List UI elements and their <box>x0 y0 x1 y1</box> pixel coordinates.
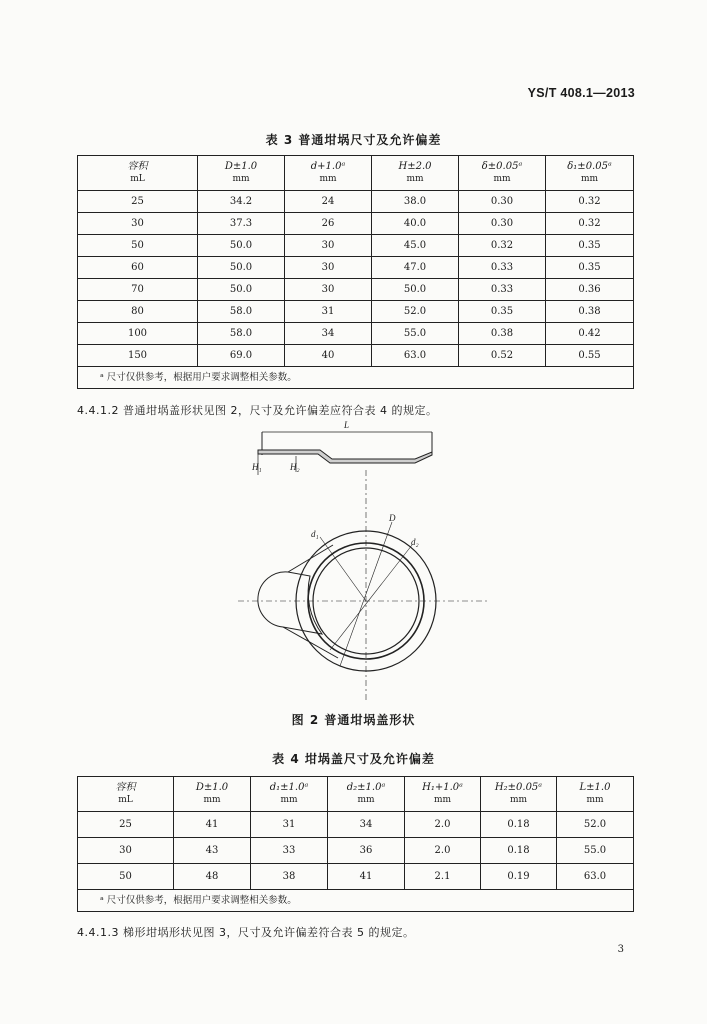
table-row <box>78 838 634 864</box>
table4-header-cell: H₁+1.0ᵃ mm <box>405 777 481 812</box>
table4-header-cell: d₁±1.0ᵃ mm <box>251 777 328 812</box>
label-H1: H₁ <box>252 462 262 472</box>
table-cell: 0.30 <box>459 191 546 213</box>
table-cell: 31 <box>285 301 372 323</box>
page-number: 3 <box>617 944 624 955</box>
table-cell: 36 <box>328 838 405 864</box>
table-cell: 70 <box>78 279 198 301</box>
table-row <box>78 864 634 890</box>
figure2-caption: 图 2 普通坩埚盖形状 <box>291 713 416 727</box>
table-cell: 24 <box>285 191 372 213</box>
table-cell: 80 <box>78 301 198 323</box>
table4-footnote: ᵃ 尺寸仅供参考，根据用户要求调整相关参数。 <box>78 890 634 912</box>
table4-header-cell: d₂±1.0ᵃ mm <box>328 777 405 812</box>
table-cell: 40.0 <box>372 213 459 235</box>
standard-code: YS/T 408.1—2013 <box>527 86 635 100</box>
table-cell: 48 <box>174 864 251 890</box>
label-D: D <box>389 513 396 523</box>
table-cell: 0.52 <box>459 345 546 367</box>
table-cell: 55.0 <box>372 323 459 345</box>
table3-header-cell: δ±0.05ᵃ mm <box>459 156 546 191</box>
paragraph-4-4-1-2: 4.4.1.2 普通坩埚盖形状见图 2，尺寸及允许偏差应符合表 4 的规定。 <box>77 404 438 417</box>
table3-header-cell: 容积 mL <box>78 156 198 191</box>
table3-header-cell: δ₁±0.05ᵃ mm <box>546 156 634 191</box>
table-cell: 30 <box>78 838 174 864</box>
table-cell: 0.32 <box>546 191 634 213</box>
table3-header-cell: d+1.0ᵃ mm <box>285 156 372 191</box>
table3-caption: 表 3 普通坩埚尺寸及允许偏差 <box>265 133 442 147</box>
table-cell: 50 <box>78 235 198 257</box>
table-cell: 31 <box>251 812 328 838</box>
table-cell: 43 <box>174 838 251 864</box>
table-cell: 0.38 <box>459 323 546 345</box>
table-cell: 41 <box>328 864 405 890</box>
table-cell: 63.0 <box>372 345 459 367</box>
table-cell: 30 <box>78 213 198 235</box>
table-cell: 50.0 <box>372 279 459 301</box>
table-cell: 2.1 <box>405 864 481 890</box>
table-cell: 30 <box>285 279 372 301</box>
table-cell: 50 <box>78 864 174 890</box>
table-cell: 63.0 <box>557 864 634 890</box>
table3-header-cell: D±1.0 mm <box>198 156 285 191</box>
table-cell: 50.0 <box>198 257 285 279</box>
table3-header-cell: H±2.0 mm <box>372 156 459 191</box>
table-cell: 26 <box>285 213 372 235</box>
table-cell: 40 <box>285 345 372 367</box>
table-cell: 0.19 <box>481 864 557 890</box>
table-cell: 30 <box>285 257 372 279</box>
lid-side-profile <box>258 450 432 463</box>
table4-header-cell: 容积 mL <box>78 777 174 812</box>
leader-d1 <box>320 537 366 601</box>
table-cell: 33 <box>251 838 328 864</box>
table-cell: 0.18 <box>481 812 557 838</box>
paragraph-4-4-1-3: 4.4.1.3 梯形坩埚形状见图 3，尺寸及允许偏差符合表 5 的规定。 <box>77 926 415 939</box>
table-cell: 45.0 <box>372 235 459 257</box>
table-cell: 52.0 <box>372 301 459 323</box>
table-cell: 58.0 <box>198 323 285 345</box>
table-cell: 34 <box>328 812 405 838</box>
table-row <box>78 812 634 838</box>
label-L: L <box>344 420 350 430</box>
table-cell: 0.42 <box>546 323 634 345</box>
table-cell: 52.0 <box>557 812 634 838</box>
table-cell: 58.0 <box>198 301 285 323</box>
label-d2: d₂ <box>411 537 419 547</box>
table-cell: 47.0 <box>372 257 459 279</box>
table4-header-cell: D±1.0 mm <box>174 777 251 812</box>
leader-d2 <box>330 545 412 650</box>
table4-header-row <box>78 777 634 812</box>
label-H2: H₂ <box>290 462 300 472</box>
table-cell: 0.18 <box>481 838 557 864</box>
table4-header-cell: H₂±0.05ᵃ mm <box>481 777 557 812</box>
table-cell: 0.36 <box>546 279 634 301</box>
table-cell: 41 <box>174 812 251 838</box>
table-cell: 38 <box>251 864 328 890</box>
table4 <box>77 776 634 912</box>
table-cell: 50.0 <box>198 279 285 301</box>
table-cell: 38.0 <box>372 191 459 213</box>
table-cell: 2.0 <box>405 812 481 838</box>
table-cell: 0.32 <box>459 235 546 257</box>
table-cell: 55.0 <box>557 838 634 864</box>
table-cell: 0.35 <box>546 257 634 279</box>
table-cell: 2.0 <box>405 838 481 864</box>
table-cell: 100 <box>78 323 198 345</box>
table-cell: 37.3 <box>198 213 285 235</box>
table-cell: 0.33 <box>459 279 546 301</box>
table-cell: 34.2 <box>198 191 285 213</box>
table-cell: 25 <box>78 812 174 838</box>
table-cell: 0.30 <box>459 213 546 235</box>
label-d1: d₁ <box>311 529 319 539</box>
table3-footnote: ᵃ 尺寸仅供参考，根据用户要求调整相关参数。 <box>78 367 634 389</box>
table-cell: 60 <box>78 257 198 279</box>
table-cell: 69.0 <box>198 345 285 367</box>
table-cell: 0.55 <box>546 345 634 367</box>
table4-caption: 表 4 坩埚盖尺寸及允许偏差 <box>272 752 435 766</box>
table-cell: 150 <box>78 345 198 367</box>
table-cell: 0.35 <box>459 301 546 323</box>
table-cell: 50.0 <box>198 235 285 257</box>
table-cell: 34 <box>285 323 372 345</box>
table-cell: 30 <box>285 235 372 257</box>
table-cell: 0.32 <box>546 213 634 235</box>
table-cell: 25 <box>78 191 198 213</box>
table4-header-cell: L±1.0 mm <box>557 777 634 812</box>
table-cell: 0.38 <box>546 301 634 323</box>
table-cell: 0.35 <box>546 235 634 257</box>
table-cell: 0.33 <box>459 257 546 279</box>
